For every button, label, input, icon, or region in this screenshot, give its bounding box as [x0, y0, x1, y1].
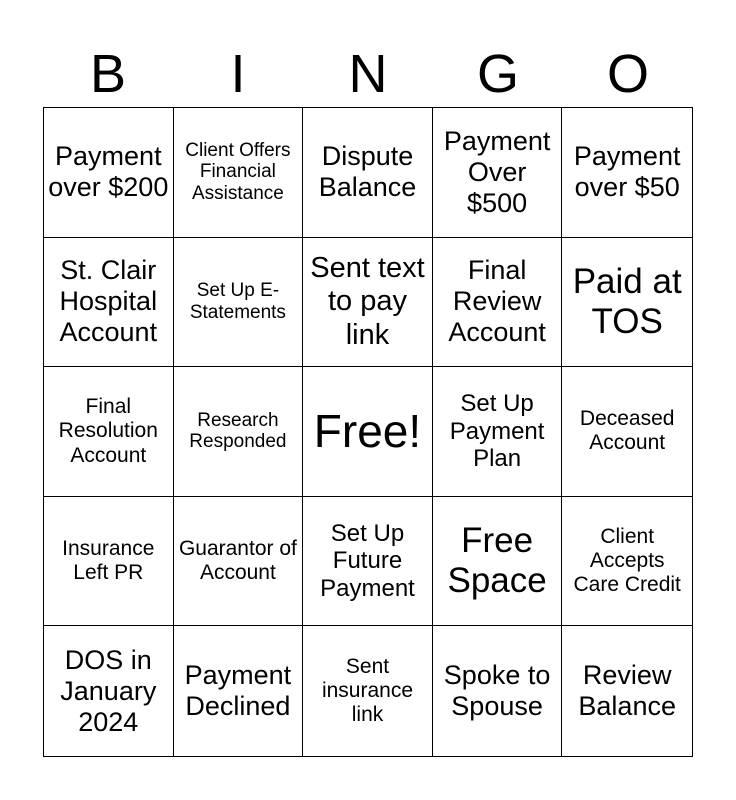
bingo-cell-label: Insurance Left PR: [62, 536, 155, 585]
bingo-cell-r1-c1[interactable]: [44, 108, 174, 238]
bingo-cell-label: Paid at TOS: [572, 261, 682, 341]
bingo-cell-r2-c4[interactable]: [433, 238, 563, 368]
bingo-cell-label: Payment Over $500: [443, 125, 551, 218]
header-letter-o: O: [606, 44, 649, 104]
bingo-cell-r3-c3[interactable]: [303, 367, 433, 497]
bingo-cell-r5-c1[interactable]: [44, 626, 174, 756]
bingo-cell-r1-c3[interactable]: [303, 108, 433, 238]
header-letter-b: B: [89, 44, 127, 104]
bingo-cell-r4-c4[interactable]: [433, 497, 563, 627]
header-letter-n: N: [348, 44, 388, 104]
bingo-cell-r5-c4[interactable]: [433, 626, 563, 756]
bingo-header: [43, 40, 693, 108]
header-letter-g: G: [476, 44, 519, 104]
bingo-cell-label: Free!: [313, 405, 422, 458]
bingo-cell-label: Payment Declined: [184, 660, 292, 722]
bingo-cell-label: Dispute Balance: [318, 141, 417, 203]
bingo-cell-label: DOS in January 2024: [60, 644, 157, 737]
bingo-cell-r5-c2[interactable]: [174, 626, 304, 756]
bingo-cell-label: Payment over $50: [573, 141, 681, 203]
bingo-cell-label: Research Responded: [189, 409, 287, 453]
bingo-cell-label: Spoke to Spouse: [443, 660, 551, 722]
bingo-cell-label: Set Up E-Statements: [189, 280, 286, 323]
bingo-cell-r2-c2[interactable]: [174, 238, 304, 368]
bingo-cell-r4-c1[interactable]: [44, 497, 174, 627]
bingo-cell-label: Sent text to pay link: [310, 251, 425, 351]
bingo-cell-label: Set Up Payment Plan: [449, 390, 545, 473]
bingo-cell-r2-c5[interactable]: [562, 238, 692, 368]
bingo-cell-label: Final Resolution Account: [58, 395, 158, 467]
bingo-cell-label: Review Balance: [578, 660, 676, 722]
bingo-cell-r2-c1[interactable]: [44, 238, 174, 368]
bingo-cell-label: Sent insurance link: [321, 654, 414, 727]
bingo-cell-label: Client Offers Financial Assistance: [185, 139, 291, 205]
bingo-cell-label: Free Space: [447, 520, 547, 601]
header-letter-i: I: [230, 44, 246, 104]
bingo-cell-r5-c3[interactable]: [303, 626, 433, 756]
bingo-cell-r2-c3[interactable]: [303, 238, 433, 368]
bingo-cell-r3-c5[interactable]: [562, 367, 692, 497]
bingo-cell-label: Client Accepts Care Credit: [573, 524, 681, 597]
bingo-cell-r5-c5[interactable]: [562, 626, 692, 756]
bingo-cell-label: Deceased Account: [579, 407, 675, 455]
bingo-cell-r4-c5[interactable]: [562, 497, 692, 627]
bingo-cell-r1-c2[interactable]: [174, 108, 304, 238]
bingo-cell-r1-c5[interactable]: [562, 108, 692, 238]
bingo-cell-label: St. Clair Hospital Account: [59, 255, 158, 348]
bingo-cell-label: Payment over $200: [48, 141, 169, 203]
bingo-cell-r4-c2[interactable]: [174, 497, 304, 627]
bingo-cell-label: Set Up Future Payment: [320, 519, 415, 602]
bingo-cell-label: Guarantor of Account: [178, 536, 297, 585]
bingo-cell-r4-c3[interactable]: [303, 497, 433, 627]
bingo-cell-r3-c4[interactable]: [433, 367, 563, 497]
bingo-cell-r3-c2[interactable]: [174, 367, 304, 497]
bingo-cell-label: Final Review Account: [448, 255, 546, 348]
bingo-board: [43, 107, 693, 757]
bingo-cell-r1-c4[interactable]: [433, 108, 563, 238]
bingo-cell-r3-c1[interactable]: [44, 367, 174, 497]
